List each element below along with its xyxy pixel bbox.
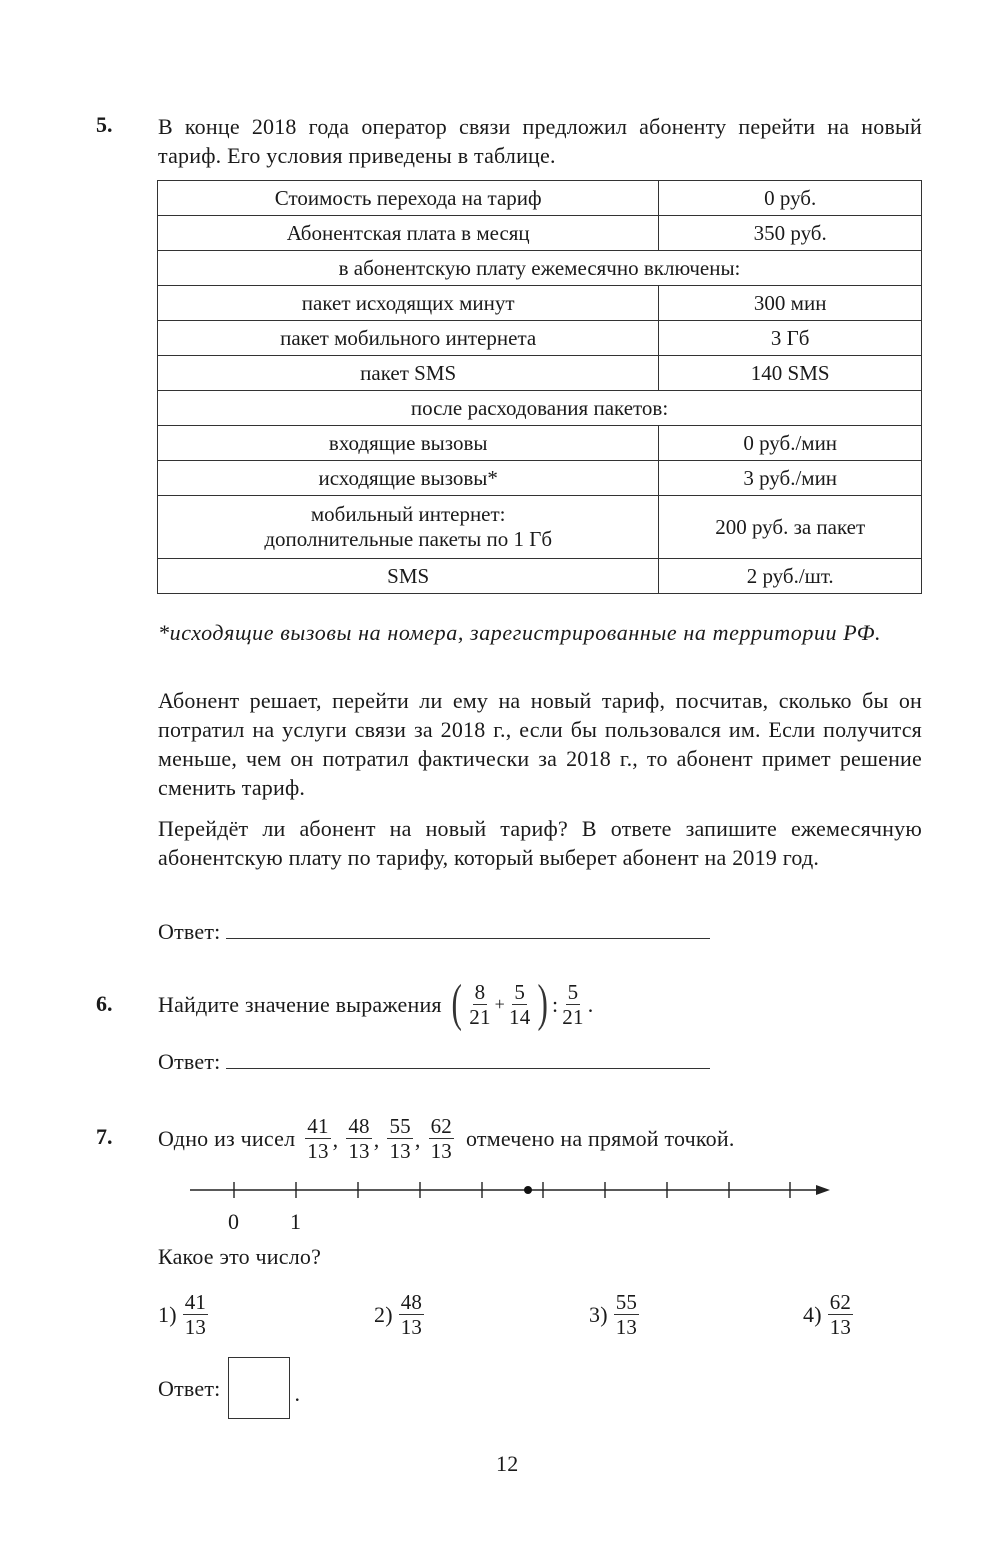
task-6-statement [158, 972, 593, 1036]
denominator: 21 [469, 1004, 491, 1029]
fraction [399, 1290, 424, 1339]
table-cell: 350 руб. [659, 216, 922, 251]
table-cell: пакет SMS [158, 356, 659, 391]
denominator: 21 [562, 1004, 584, 1029]
table-cell: Стоимость перехода на тариф [158, 181, 659, 216]
task-5-answer [158, 916, 710, 946]
denominator: 13 [184, 1314, 207, 1339]
option-label: 1) [158, 1301, 177, 1327]
task-7-number: 7. [96, 1124, 113, 1149]
denominator: 13 [389, 1138, 411, 1163]
tariff-table [157, 180, 922, 594]
divide-operator: : [551, 991, 559, 1017]
option-label: 4) [803, 1301, 822, 1327]
number-line-label-one: 1 [290, 1209, 302, 1234]
table-cell: пакет мобильного интернета [158, 321, 659, 356]
table-cell: 0 руб./мин [659, 426, 922, 461]
numerator: 5 [567, 979, 579, 1004]
footnote: *исходящие вызовы на номера, зарегистрированные на территории РФ. [158, 620, 882, 645]
table-cell-line: дополнительные пакеты по 1 Гб [264, 527, 553, 551]
table-row [158, 181, 922, 216]
table-cell: 3 руб./мин [659, 461, 922, 496]
denominator: 13 [348, 1138, 370, 1163]
table-row [158, 559, 922, 594]
task-5-intro: В конце 2018 года оператор связи предложил абоненту перейти на новый тариф. Его условия приведены в таблице. [158, 114, 922, 168]
task-7-question: Какое это число? [158, 1244, 322, 1269]
answer-label: Ответ: [158, 1375, 221, 1401]
numerator: 5 [514, 979, 526, 1004]
numerator: 62 [829, 1289, 852, 1314]
answer-label: Ответ: [158, 919, 221, 944]
table-section-cell: после расходования пакетов: [158, 391, 922, 426]
denominator: 13 [829, 1314, 852, 1339]
number-line-label-zero: 0 [228, 1209, 240, 1234]
table-row [158, 286, 922, 321]
table-row [158, 321, 922, 356]
fraction [560, 980, 585, 1029]
fraction [387, 1114, 412, 1163]
comma: , [414, 1127, 421, 1152]
fraction [828, 1290, 853, 1339]
task-7-answer [158, 1356, 300, 1420]
table-cell: 300 мин [659, 286, 922, 321]
task-6-number: 6. [96, 991, 113, 1016]
task-7-statement [158, 1108, 735, 1168]
marked-point [524, 1186, 532, 1194]
table-cell: пакет исходящих минут [158, 286, 659, 321]
fraction [429, 1114, 454, 1163]
table-cell: Абонентская плата в месяц [158, 216, 659, 251]
numerator: 48 [348, 1113, 370, 1138]
table-section-cell: в абонентскую плату ежемесячно включены: [158, 251, 922, 286]
task-7-text-before: Одно из чисел [158, 1125, 296, 1151]
table-cell [158, 496, 659, 559]
open-paren: ( [451, 975, 462, 1032]
denominator: 13 [400, 1314, 423, 1339]
table-cell: входящие вызовы [158, 426, 659, 461]
answer-label: Ответ: [158, 1049, 221, 1074]
denominator: 13 [430, 1138, 452, 1163]
fraction [614, 1290, 639, 1339]
fraction [507, 980, 532, 1029]
fraction [305, 1114, 330, 1163]
numerator: 55 [615, 1289, 638, 1314]
table-section-row [158, 391, 922, 426]
numerator: 41 [184, 1289, 207, 1314]
table-section-row [158, 251, 922, 286]
close-paren: ) [537, 975, 549, 1032]
period: . [587, 991, 594, 1017]
table-cell: 200 руб. за пакет [659, 496, 922, 559]
task-6-text: Найдите значение выражения [158, 991, 442, 1017]
answer-input-line[interactable] [226, 916, 710, 939]
comma: , [373, 1127, 380, 1152]
option-3[interactable] [589, 1286, 641, 1342]
table-cell: 0 руб. [659, 181, 922, 216]
option-label: 3) [589, 1301, 608, 1327]
period: . [294, 1381, 301, 1406]
answer-input-line[interactable] [226, 1046, 710, 1069]
fraction [183, 1290, 208, 1339]
table-row [158, 461, 922, 496]
table-cell: 140 SMS [659, 356, 922, 391]
option-1[interactable] [158, 1286, 210, 1342]
arrow-head-icon [816, 1185, 830, 1195]
task-6-answer [158, 1046, 710, 1076]
table-cell: исходящие вызовы* [158, 461, 659, 496]
table-row [158, 426, 922, 461]
option-label: 2) [374, 1301, 393, 1327]
table-row [158, 216, 922, 251]
task-5-paragraph-1: Абонент решает, перейти ли ему на новый тариф, посчитав, сколько бы он потратил на услуги связи за 2018 г., если бы пользовался им. Если получится меньше, чем он потратил фактически за 2018 г., то абонент примет решение сменить тариф. [158, 688, 922, 800]
fraction [467, 980, 492, 1029]
fraction [346, 1114, 371, 1163]
table-cell: SMS [158, 559, 659, 594]
denominator: 13 [615, 1314, 638, 1339]
answer-box[interactable] [228, 1357, 290, 1419]
numerator: 41 [307, 1113, 329, 1138]
table-row [158, 496, 922, 559]
page-number: 12 [496, 1451, 519, 1476]
numerator: 62 [430, 1113, 452, 1138]
table-cell: 3 Гб [659, 321, 922, 356]
option-4[interactable] [803, 1286, 855, 1342]
numerator: 8 [474, 979, 486, 1004]
numerator: 48 [400, 1289, 423, 1314]
task-5-number: 5. [96, 112, 113, 137]
task-5-paragraph-2: Перейдёт ли абонент на новый тариф? В ответе запишите ежемесячную абонентскую плату по тарифу, который выберет абонент на 2019 год. [158, 816, 922, 870]
math-expression [448, 975, 594, 1032]
table-cell-line: мобильный интернет: [310, 502, 506, 526]
numerator: 55 [389, 1113, 411, 1138]
comma: , [332, 1127, 339, 1152]
table-cell: 2 руб./шт. [659, 559, 922, 594]
number-line [180, 1170, 840, 1240]
plus-operator: + [494, 993, 506, 1014]
table-row [158, 356, 922, 391]
task-7-text-after: отмечено на прямой точкой. [465, 1125, 735, 1151]
denominator: 13 [307, 1138, 329, 1163]
option-2[interactable] [374, 1286, 426, 1342]
denominator: 14 [509, 1004, 531, 1029]
